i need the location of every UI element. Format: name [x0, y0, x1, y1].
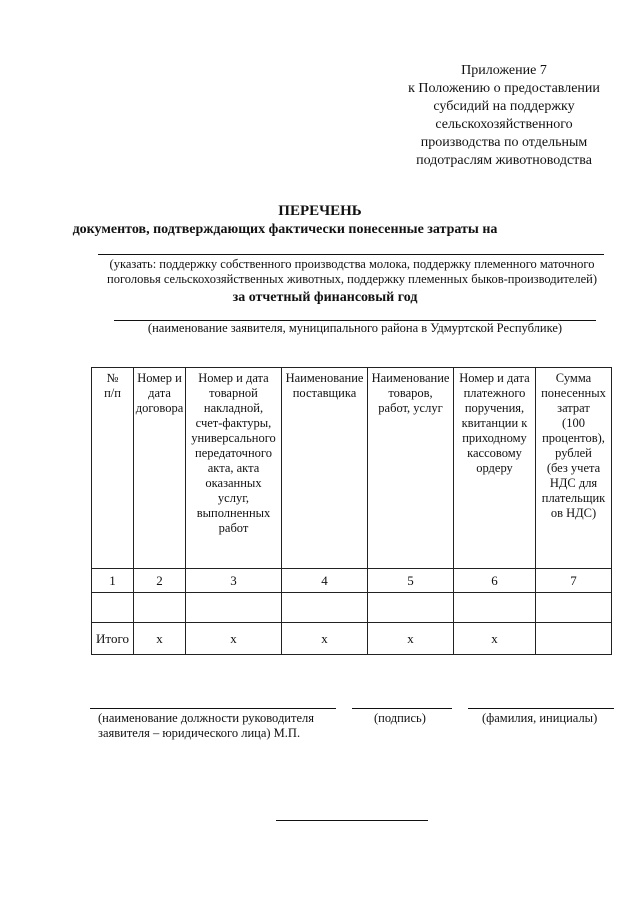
signature-caption: (подпись) [374, 711, 426, 725]
appendix-block [380, 62, 628, 170]
empty-cell[interactable] [186, 593, 282, 623]
position-caption: (наименование должности руководителя заявителя – юридического лица) М.П. [98, 711, 314, 740]
table-header-row [92, 368, 612, 569]
name-line [468, 708, 614, 709]
appendix-line: производства по отдельным [420, 135, 588, 150]
appendix-line: подотраслям животноводства [416, 153, 592, 168]
empty-cell[interactable] [282, 593, 368, 623]
total-row [92, 623, 612, 655]
support-hint-line: поголовья сельскохозяйственных животных, поддержку племенных быков-производителей) [107, 272, 597, 286]
header-cell: Наименование товаров, работ, услуг [368, 368, 454, 569]
empty-cell[interactable] [536, 593, 612, 623]
empty-cell[interactable] [368, 593, 454, 623]
column-number-row [92, 569, 612, 593]
documents-table [91, 367, 612, 655]
header-cell: Номер и дата товарной накладной, счет-фактуры, универсального передаточного акта, акта оказанных услуг, выполненных работ [186, 368, 282, 569]
header-cell: Номер и дата договора [134, 368, 186, 569]
period-heading: за отчетный финансовый год [232, 290, 418, 305]
empty-cell[interactable] [454, 593, 536, 623]
total-cell: x [454, 623, 536, 655]
applicant-hint: (наименование заявителя, муниципального района в Удмуртской Республике) [147, 321, 563, 335]
column-number: 3 [186, 569, 282, 593]
signature-line [352, 708, 452, 709]
header-cell: Номер и дата платежного поручения, квитанции к приходному кассовому ордеру [454, 368, 536, 569]
position-line [90, 708, 336, 709]
name-caption: (фамилия, инициалы) [482, 711, 598, 725]
fill-in-line-support [98, 254, 604, 255]
total-sum-cell[interactable] [536, 623, 612, 655]
column-number: 1 [92, 569, 134, 593]
total-cell: x [368, 623, 454, 655]
empty-cell[interactable] [134, 593, 186, 623]
document-title: ПЕРЕЧЕНЬ [278, 203, 362, 219]
total-cell: x [134, 623, 186, 655]
empty-data-row [92, 593, 612, 623]
header-cell: Сумма понесенных затрат (100 процентов), рублей (без учета НДС для плательщик ов НДС) [536, 368, 612, 569]
header-cell: № п/п [92, 368, 134, 569]
document-subtitle: документов, подтверждающих фактически понесенные затраты на [72, 222, 498, 237]
appendix-line: сельскохозяйственного [435, 117, 573, 132]
appendix-line: к Положению о предоставлении [408, 81, 600, 96]
total-cell: x [186, 623, 282, 655]
column-number: 4 [282, 569, 368, 593]
column-number: 7 [536, 569, 612, 593]
appendix-line: субсидий на поддержку [433, 99, 575, 114]
header-cell: Наименование поставщика [282, 368, 368, 569]
support-hint [92, 257, 612, 287]
support-hint-line: (указать: поддержку собственного производства молока, поддержку племенного маточного [109, 257, 595, 271]
total-cell: x [282, 623, 368, 655]
appendix-line: Приложение 7 [461, 63, 547, 78]
total-label: Итого [92, 623, 134, 655]
footer-rule [276, 820, 428, 821]
empty-cell[interactable] [92, 593, 134, 623]
column-number: 6 [454, 569, 536, 593]
column-number: 2 [134, 569, 186, 593]
column-number: 5 [368, 569, 454, 593]
